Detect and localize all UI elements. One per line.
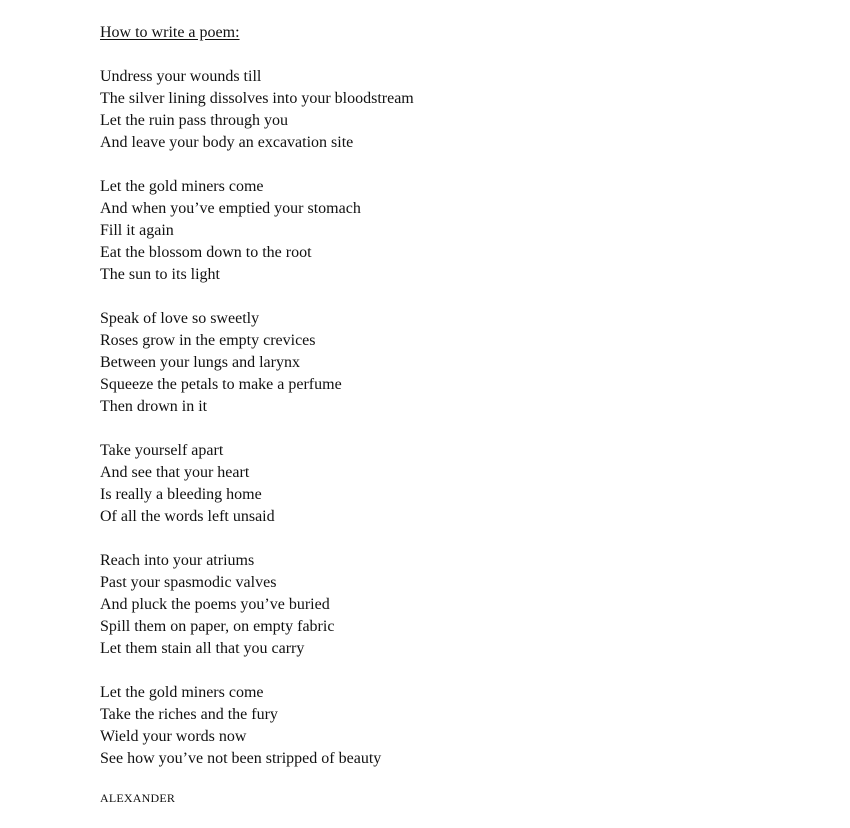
poem-line: And pluck the poems you’ve buried (100, 596, 330, 613)
poem-line: Let the gold miners come (100, 684, 264, 701)
poem-line: Of all the words left unsaid (100, 508, 275, 525)
poem-line: Let the ruin pass through you (100, 112, 288, 129)
poem-line: Reach into your atriums (100, 552, 255, 569)
poem-line: Take the riches and the fury (100, 706, 278, 723)
poem-line: The silver lining dissolves into your bloodstream (100, 90, 414, 107)
poem-line: Roses grow in the empty crevices (100, 332, 316, 349)
poem-line: Then drown in it (100, 398, 208, 415)
poem-line: See how you’ve not been stripped of beauty (100, 750, 382, 767)
poem-line: Take yourself apart (100, 442, 224, 459)
poem-line: The sun to its light (100, 266, 220, 283)
poem-line: Between your lungs and larynx (100, 354, 300, 371)
poem-line: Undress your wounds till (100, 68, 262, 85)
poem-author: ALEXANDER (100, 791, 176, 805)
poem-line: And when you’ve emptied your stomach (100, 200, 361, 217)
poem-line: Fill it again (100, 222, 174, 239)
poem-line: Spill them on paper, on empty fabric (100, 618, 335, 635)
poem-line: And leave your body an excavation site (100, 134, 354, 151)
poem-line: Eat the blossom down to the root (100, 244, 312, 261)
poem-line: Speak of love so sweetly (100, 310, 260, 327)
poem-line: And see that your heart (100, 464, 250, 481)
poem-body (100, 66, 414, 770)
stanza (100, 176, 414, 286)
poem-line: Squeeze the petals to make a perfume (100, 376, 342, 393)
poem-line: Wield your words now (100, 728, 247, 745)
stanza (100, 682, 414, 770)
stanza (100, 308, 414, 418)
poem-line: Is really a bleeding home (100, 486, 262, 503)
poem-line: Let the gold miners come (100, 178, 264, 195)
poem-page (100, 22, 414, 809)
poem-line: Past your spasmodic valves (100, 574, 277, 591)
stanza (100, 66, 414, 154)
stanza (100, 440, 414, 528)
stanza (100, 550, 414, 660)
poem-title: How to write a poem: (100, 24, 240, 41)
poem-line: Let them stain all that you carry (100, 640, 305, 657)
